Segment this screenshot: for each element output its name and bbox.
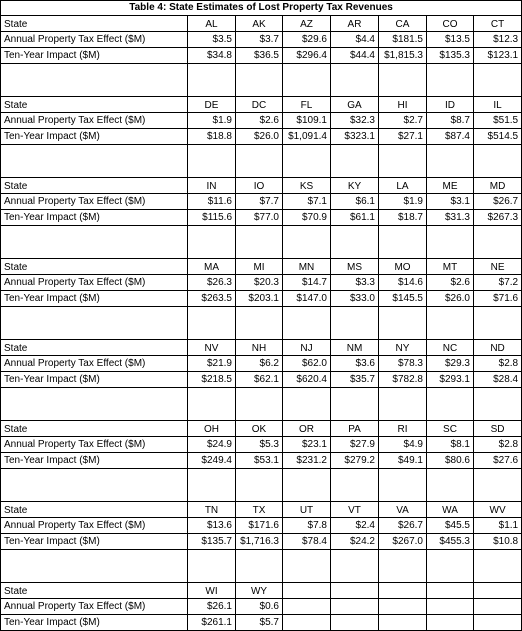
state-code-cell: PA	[331, 421, 379, 437]
annual-effect-cell: $5.3	[236, 437, 283, 453]
ten-year-impact-cell: $135.3	[427, 48, 474, 64]
ten-year-impact-cell: $123.1	[474, 48, 522, 64]
state-code-cell: OH	[188, 421, 236, 437]
empty-cell	[331, 307, 379, 340]
ten-year-impact-cell: $249.4	[188, 453, 236, 469]
empty-cell	[283, 469, 331, 502]
ten-year-impact-cell: $62.1	[236, 372, 283, 388]
state-code-cell: AR	[331, 16, 379, 32]
annual-effect-cell: $24.9	[188, 437, 236, 453]
state-code-cell	[331, 583, 379, 599]
state-header-row	[1, 502, 522, 518]
spacer-row	[1, 469, 522, 502]
empty-cell	[188, 145, 236, 178]
table-title: Table 4: State Estimates of Lost Property Tax Revenues	[1, 1, 522, 16]
ten-year-impact-cell: $296.4	[283, 48, 331, 64]
ten-year-impact-cell: $323.1	[331, 129, 379, 145]
ten-year-impact-cell: $80.6	[427, 453, 474, 469]
annual-effect-cell: $2.8	[474, 356, 522, 372]
annual-effect-cell	[283, 599, 331, 615]
annual-effect-cell: $62.0	[283, 356, 331, 372]
empty-cell	[1, 388, 188, 421]
ten-year-impact-cell: $70.9	[283, 210, 331, 226]
ten-year-impact-cell: $27.6	[474, 453, 522, 469]
spacer-row	[1, 226, 522, 259]
row-label: Ten-Year Impact ($M)	[1, 129, 188, 145]
state-code-cell: NY	[379, 340, 427, 356]
state-code-cell: NM	[331, 340, 379, 356]
annual-effect-cell: $26.1	[188, 599, 236, 615]
state-header-row	[1, 178, 522, 194]
state-code-cell: VA	[379, 502, 427, 518]
empty-cell	[188, 307, 236, 340]
state-header-row	[1, 583, 522, 599]
empty-cell	[1, 64, 188, 97]
row-label: Annual Property Tax Effect ($M)	[1, 275, 188, 291]
empty-cell	[283, 226, 331, 259]
state-code-cell: OR	[283, 421, 331, 437]
state-code-cell: WV	[474, 502, 522, 518]
empty-cell	[427, 550, 474, 583]
empty-cell	[474, 307, 522, 340]
annual-effect-cell: $3.5	[188, 32, 236, 48]
annual-effect-row	[1, 32, 522, 48]
empty-cell	[331, 388, 379, 421]
state-code-cell: MT	[427, 259, 474, 275]
empty-cell	[188, 388, 236, 421]
title-row	[1, 1, 522, 16]
row-label: Annual Property Tax Effect ($M)	[1, 32, 188, 48]
empty-cell	[188, 64, 236, 97]
state-code-cell: MA	[188, 259, 236, 275]
annual-effect-row	[1, 599, 522, 615]
annual-effect-cell: $2.6	[427, 275, 474, 291]
empty-cell	[236, 307, 283, 340]
state-code-cell: KS	[283, 178, 331, 194]
annual-effect-cell: $7.2	[474, 275, 522, 291]
ten-year-impact-row	[1, 129, 522, 145]
state-code-cell: TN	[188, 502, 236, 518]
state-code-cell	[427, 583, 474, 599]
ten-year-impact-cell: $1,091.4	[283, 129, 331, 145]
ten-year-impact-cell: $24.2	[331, 534, 379, 550]
empty-cell	[474, 64, 522, 97]
annual-effect-cell	[427, 599, 474, 615]
annual-effect-cell: $6.2	[236, 356, 283, 372]
ten-year-impact-row	[1, 534, 522, 550]
annual-effect-cell: $29.6	[283, 32, 331, 48]
state-code-cell: IL	[474, 97, 522, 113]
empty-cell	[283, 145, 331, 178]
state-code-cell	[283, 583, 331, 599]
row-label: State	[1, 583, 188, 599]
annual-effect-cell: $4.9	[379, 437, 427, 453]
state-code-cell: DE	[188, 97, 236, 113]
state-code-cell: NE	[474, 259, 522, 275]
state-code-cell: VT	[331, 502, 379, 518]
state-code-cell: TX	[236, 502, 283, 518]
ten-year-impact-cell: $261.1	[188, 615, 236, 631]
annual-effect-cell: $26.7	[474, 194, 522, 210]
state-header-row	[1, 16, 522, 32]
empty-cell	[188, 226, 236, 259]
state-code-cell	[379, 583, 427, 599]
state-code-cell: NH	[236, 340, 283, 356]
state-code-cell: ME	[427, 178, 474, 194]
empty-cell	[188, 469, 236, 502]
row-label: Annual Property Tax Effect ($M)	[1, 356, 188, 372]
annual-effect-cell: $78.3	[379, 356, 427, 372]
ten-year-impact-cell: $77.0	[236, 210, 283, 226]
state-header-row	[1, 97, 522, 113]
ten-year-impact-cell: $279.2	[331, 453, 379, 469]
state-code-cell: SD	[474, 421, 522, 437]
state-code-cell: AZ	[283, 16, 331, 32]
annual-effect-cell: $4.4	[331, 32, 379, 48]
empty-cell	[379, 469, 427, 502]
empty-cell	[283, 388, 331, 421]
annual-effect-cell: $6.1	[331, 194, 379, 210]
row-label: Ten-Year Impact ($M)	[1, 453, 188, 469]
ten-year-impact-cell: $18.7	[379, 210, 427, 226]
annual-effect-cell: $11.6	[188, 194, 236, 210]
ten-year-impact-row	[1, 615, 522, 631]
annual-effect-cell: $2.7	[379, 113, 427, 129]
ten-year-impact-cell	[474, 615, 522, 631]
ten-year-impact-cell: $26.0	[427, 291, 474, 307]
ten-year-impact-row	[1, 291, 522, 307]
ten-year-impact-cell: $44.4	[331, 48, 379, 64]
row-label: State	[1, 421, 188, 437]
row-label: State	[1, 97, 188, 113]
row-label: Ten-Year Impact ($M)	[1, 534, 188, 550]
empty-cell	[331, 469, 379, 502]
state-code-cell: CA	[379, 16, 427, 32]
empty-cell	[236, 388, 283, 421]
spacer-row	[1, 64, 522, 97]
empty-cell	[379, 226, 427, 259]
ten-year-impact-cell: $61.1	[331, 210, 379, 226]
ten-year-impact-cell: $782.8	[379, 372, 427, 388]
state-header-row	[1, 340, 522, 356]
annual-effect-cell: $26.7	[379, 518, 427, 534]
annual-effect-cell	[379, 599, 427, 615]
row-label: State	[1, 259, 188, 275]
state-code-cell: NJ	[283, 340, 331, 356]
annual-effect-cell: $29.3	[427, 356, 474, 372]
ten-year-impact-cell: $53.1	[236, 453, 283, 469]
annual-effect-cell: $3.6	[331, 356, 379, 372]
annual-effect-row	[1, 275, 522, 291]
spacer-row	[1, 145, 522, 178]
annual-effect-cell: $27.9	[331, 437, 379, 453]
ten-year-impact-cell: $71.6	[474, 291, 522, 307]
ten-year-impact-row	[1, 372, 522, 388]
ten-year-impact-cell: $28.4	[474, 372, 522, 388]
empty-cell	[236, 550, 283, 583]
state-code-cell: CO	[427, 16, 474, 32]
ten-year-impact-cell	[331, 615, 379, 631]
ten-year-impact-cell: $78.4	[283, 534, 331, 550]
row-label: Annual Property Tax Effect ($M)	[1, 518, 188, 534]
empty-cell	[427, 388, 474, 421]
ten-year-impact-cell: $33.0	[331, 291, 379, 307]
state-header-row	[1, 259, 522, 275]
empty-cell	[474, 469, 522, 502]
annual-effect-cell: $2.8	[474, 437, 522, 453]
ten-year-impact-cell: $115.6	[188, 210, 236, 226]
ten-year-impact-cell: $87.4	[427, 129, 474, 145]
row-label: Ten-Year Impact ($M)	[1, 372, 188, 388]
state-code-cell: AL	[188, 16, 236, 32]
ten-year-impact-cell: $620.4	[283, 372, 331, 388]
row-label: Annual Property Tax Effect ($M)	[1, 113, 188, 129]
state-code-cell: IO	[236, 178, 283, 194]
annual-effect-cell: $26.3	[188, 275, 236, 291]
state-code-cell: ND	[474, 340, 522, 356]
state-code-cell: CT	[474, 16, 522, 32]
state-code-cell: MN	[283, 259, 331, 275]
state-code-cell: WA	[427, 502, 474, 518]
annual-effect-cell: $3.7	[236, 32, 283, 48]
ten-year-impact-cell: $231.2	[283, 453, 331, 469]
empty-cell	[188, 550, 236, 583]
empty-cell	[427, 469, 474, 502]
ten-year-impact-cell: $10.8	[474, 534, 522, 550]
empty-cell	[379, 145, 427, 178]
annual-effect-cell: $7.1	[283, 194, 331, 210]
state-code-cell: LA	[379, 178, 427, 194]
annual-effect-cell: $8.1	[427, 437, 474, 453]
annual-effect-cell: $0.6	[236, 599, 283, 615]
annual-effect-cell: $14.7	[283, 275, 331, 291]
annual-effect-cell: $2.4	[331, 518, 379, 534]
row-label: State	[1, 178, 188, 194]
ten-year-impact-cell: $34.8	[188, 48, 236, 64]
ten-year-impact-cell: $135.7	[188, 534, 236, 550]
empty-cell	[427, 226, 474, 259]
empty-cell	[331, 145, 379, 178]
state-code-cell: FL	[283, 97, 331, 113]
state-code-cell: UT	[283, 502, 331, 518]
empty-cell	[379, 550, 427, 583]
state-code-cell: GA	[331, 97, 379, 113]
row-label: Ten-Year Impact ($M)	[1, 48, 188, 64]
empty-cell	[283, 64, 331, 97]
row-label: Ten-Year Impact ($M)	[1, 615, 188, 631]
annual-effect-cell: $7.7	[236, 194, 283, 210]
state-code-cell: NC	[427, 340, 474, 356]
state-code-cell: DC	[236, 97, 283, 113]
empty-cell	[427, 64, 474, 97]
ten-year-impact-cell	[283, 615, 331, 631]
state-code-cell: MI	[236, 259, 283, 275]
annual-effect-cell: $181.5	[379, 32, 427, 48]
empty-cell	[331, 226, 379, 259]
annual-effect-cell: $12.3	[474, 32, 522, 48]
ten-year-impact-cell: $147.0	[283, 291, 331, 307]
annual-effect-cell: $1.9	[379, 194, 427, 210]
ten-year-impact-cell: $293.1	[427, 372, 474, 388]
annual-effect-cell: $7.8	[283, 518, 331, 534]
state-code-cell: AK	[236, 16, 283, 32]
empty-cell	[236, 145, 283, 178]
annual-effect-cell: $3.1	[427, 194, 474, 210]
ten-year-impact-cell: $5.7	[236, 615, 283, 631]
empty-cell	[1, 550, 188, 583]
state-code-cell: ID	[427, 97, 474, 113]
annual-effect-cell	[474, 599, 522, 615]
state-code-cell: IN	[188, 178, 236, 194]
state-code-cell	[474, 583, 522, 599]
annual-effect-row	[1, 518, 522, 534]
annual-effect-cell: $3.3	[331, 275, 379, 291]
ten-year-impact-cell: $26.0	[236, 129, 283, 145]
spacer-row	[1, 550, 522, 583]
ten-year-impact-cell: $263.5	[188, 291, 236, 307]
row-label: State	[1, 502, 188, 518]
annual-effect-row	[1, 113, 522, 129]
annual-effect-cell: $13.5	[427, 32, 474, 48]
empty-cell	[331, 64, 379, 97]
annual-effect-cell: $13.6	[188, 518, 236, 534]
annual-effect-row	[1, 194, 522, 210]
annual-effect-cell: $32.3	[331, 113, 379, 129]
ten-year-impact-cell: $18.8	[188, 129, 236, 145]
row-label: State	[1, 16, 188, 32]
state-code-cell: WY	[236, 583, 283, 599]
row-label: Annual Property Tax Effect ($M)	[1, 194, 188, 210]
empty-cell	[236, 469, 283, 502]
empty-cell	[331, 550, 379, 583]
empty-cell	[283, 307, 331, 340]
annual-effect-cell	[331, 599, 379, 615]
ten-year-impact-cell: $1,716.3	[236, 534, 283, 550]
spacer-row	[1, 307, 522, 340]
ten-year-impact-cell	[427, 615, 474, 631]
ten-year-impact-cell: $31.3	[427, 210, 474, 226]
empty-cell	[474, 226, 522, 259]
empty-cell	[1, 226, 188, 259]
ten-year-impact-cell: $267.0	[379, 534, 427, 550]
ten-year-impact-row	[1, 210, 522, 226]
state-code-cell: MD	[474, 178, 522, 194]
empty-cell	[474, 145, 522, 178]
empty-cell	[474, 550, 522, 583]
annual-effect-cell: $14.6	[379, 275, 427, 291]
empty-cell	[474, 388, 522, 421]
empty-cell	[427, 145, 474, 178]
row-label: Ten-Year Impact ($M)	[1, 291, 188, 307]
empty-cell	[379, 64, 427, 97]
ten-year-impact-row	[1, 48, 522, 64]
ten-year-impact-cell: $455.3	[427, 534, 474, 550]
empty-cell	[236, 226, 283, 259]
annual-effect-cell: $45.5	[427, 518, 474, 534]
ten-year-impact-cell: $267.3	[474, 210, 522, 226]
state-code-cell: HI	[379, 97, 427, 113]
row-label: Annual Property Tax Effect ($M)	[1, 599, 188, 615]
state-code-cell: OK	[236, 421, 283, 437]
state-code-cell: SC	[427, 421, 474, 437]
annual-effect-cell: $109.1	[283, 113, 331, 129]
annual-effect-cell: $1.9	[188, 113, 236, 129]
ten-year-impact-cell: $36.5	[236, 48, 283, 64]
annual-effect-row	[1, 356, 522, 372]
annual-effect-cell: $21.9	[188, 356, 236, 372]
row-label: Annual Property Tax Effect ($M)	[1, 437, 188, 453]
ten-year-impact-cell: $514.5	[474, 129, 522, 145]
empty-cell	[283, 550, 331, 583]
ten-year-impact-cell: $27.1	[379, 129, 427, 145]
ten-year-impact-row	[1, 453, 522, 469]
spacer-row	[1, 388, 522, 421]
ten-year-impact-cell	[379, 615, 427, 631]
state-code-cell: KY	[331, 178, 379, 194]
ten-year-impact-cell: $218.5	[188, 372, 236, 388]
row-label: State	[1, 340, 188, 356]
ten-year-impact-cell: $49.1	[379, 453, 427, 469]
empty-cell	[379, 307, 427, 340]
ten-year-impact-cell: $1,815.3	[379, 48, 427, 64]
ten-year-impact-cell: $145.5	[379, 291, 427, 307]
row-label: Ten-Year Impact ($M)	[1, 210, 188, 226]
empty-cell	[1, 145, 188, 178]
annual-effect-cell: $20.3	[236, 275, 283, 291]
annual-effect-row	[1, 437, 522, 453]
empty-cell	[379, 388, 427, 421]
annual-effect-cell: $23.1	[283, 437, 331, 453]
state-header-row	[1, 421, 522, 437]
ten-year-impact-cell: $203.1	[236, 291, 283, 307]
annual-effect-cell: $51.5	[474, 113, 522, 129]
state-code-cell: WI	[188, 583, 236, 599]
empty-cell	[427, 307, 474, 340]
empty-cell	[1, 307, 188, 340]
annual-effect-cell: $8.7	[427, 113, 474, 129]
empty-cell	[236, 64, 283, 97]
annual-effect-cell: $2.6	[236, 113, 283, 129]
state-code-cell: NV	[188, 340, 236, 356]
state-code-cell: MS	[331, 259, 379, 275]
ten-year-impact-cell: $35.7	[331, 372, 379, 388]
annual-effect-cell: $171.6	[236, 518, 283, 534]
empty-cell	[1, 469, 188, 502]
state-code-cell: RI	[379, 421, 427, 437]
state-code-cell: MO	[379, 259, 427, 275]
annual-effect-cell: $1.1	[474, 518, 522, 534]
